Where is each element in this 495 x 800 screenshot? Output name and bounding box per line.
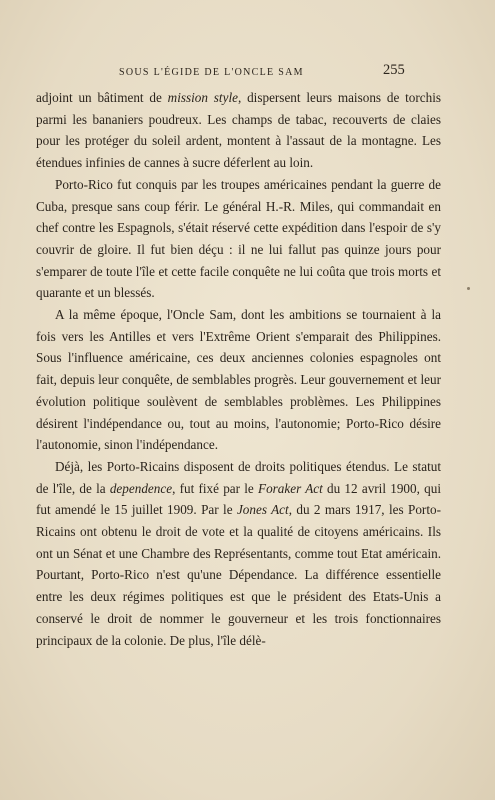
paragraph: [36, 304, 441, 456]
page-number: 255: [383, 62, 405, 78]
page-header: [0, 62, 495, 82]
italic-text-segment: mission style: [167, 90, 238, 105]
italic-text-segment: Foraker Act: [258, 480, 323, 496]
paper-speck: [467, 287, 470, 290]
italic-text-segment: dependence: [109, 480, 173, 496]
text-segment: , fut fixé par le: [172, 480, 259, 496]
text-segment: Porto-Rico fut conquis par les troupes américaines pendant la guerre de Cuba, presque sans coup férir. Le général H.-R. Miles, qui commandait en chef contre les Espagnols, s'était réservé cette expédition dans l'espoir de s'y couvrir de gloire. Il fut bien déçu : il ne lui fallut pas quinze jours pour s'emparer de toute l'île et cette facile conquête ne lui coûta que trois morts et quarante et un blessés.: [36, 176, 441, 301]
text-segment: , dispersent leurs maisons de torchis parmi les bananiers poudreux. Les champs de tabac, recouverts de claies pour les protéger du soleil ardent, montent à l'assaut de la montagne. Les étendues infinies de cannes à sucre déferlent au loin.: [36, 90, 442, 171]
italic-text-segment: Jones Act: [236, 502, 289, 518]
text-segment: du 12 avril 1900, qui fut amendé le 15 juillet 1909. Par le: [36, 480, 441, 518]
paragraph: [36, 174, 441, 304]
paragraph: [36, 87, 441, 174]
text-segment: , du 2 mars 1917, les Porto-Ricains ont obtenu le droit de vote et la qualité de citoyens américains. Ils ont un Sénat et une Chambre des Représentants, comme tout Etat américain. Pourtant, Porto-Rico n'est qu'une Dépendance. La différence essentielle entre les deux régimes politiques est que le président des Etats-Unis a conservé le droit de nommer le gouverneur et les trois fonctionnaires principaux de la colonie. De plus, l'île délè-: [36, 502, 441, 648]
text-segment: Déjà, les Porto-Ricains disposent de droits politiques étendus. Le statut de l'île, de la: [36, 458, 441, 496]
running-title: SOUS L'ÉGIDE DE L'ONCLE SAM: [119, 67, 304, 78]
text-segment: adjoint un bâtiment de: [36, 90, 168, 105]
text-segment: A la même époque, l'Oncle Sam, dont les ambitions se tournaient à la fois vers les Antilles et vers l'Extrême Orient s'emparait des Philippines. Sous l'influence américaine, ces deux anciennes colonies espagnoles ont fait, depuis leur conquête, de semblables progrès. Leur gouvernement et leur évolution politique soulèvent de semblables problèmes. Les Philippines désirent l'indépendance ou, tout au moins, l'autonomie; Porto-Rico désire l'autonomie, sinon l'indépendance.: [36, 307, 441, 453]
body-text: [36, 87, 441, 651]
paragraph: [36, 456, 441, 651]
